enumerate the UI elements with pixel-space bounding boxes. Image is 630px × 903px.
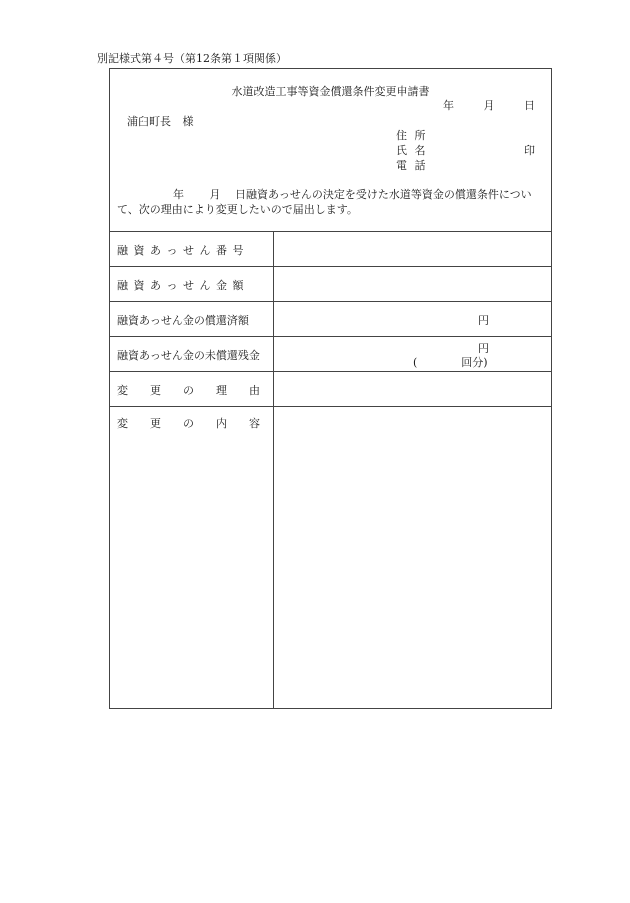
statement-line-1: 年 月 日融資あっせんの決定を受けた水道等資金の償還条件につい (173, 188, 532, 201)
date-line: 年 月 日 (443, 99, 535, 112)
row-loan-number (110, 231, 551, 266)
row-change-reason (110, 371, 551, 406)
phone-label: 電 話 (396, 159, 426, 172)
row-label: 融資あっせん金の未償還残金 (117, 349, 260, 362)
name-label: 氏 名 (396, 144, 426, 157)
row-label: 融 資 あ っ せ ん 番 号 (117, 244, 245, 257)
address-label: 住 所 (396, 129, 426, 142)
column-divider (273, 231, 274, 708)
row-remaining-balance (110, 336, 551, 371)
row-label: 融 資 あ っ せ ん 金 額 (117, 279, 245, 292)
yen-unit: 円 (478, 342, 489, 355)
row-label: 融資あっせん金の償還済額 (117, 314, 249, 327)
row-label: 変 更 の 内 容 (117, 417, 260, 430)
row-loan-amount (110, 266, 551, 301)
statement (110, 187, 551, 217)
form-reference: 別記様式第４号（第12条第１項関係） (97, 52, 287, 65)
installments-field: ( 回分) (413, 356, 488, 369)
row-label: 変 更 の 理 由 (117, 384, 260, 397)
application-form (109, 68, 552, 709)
addressee: 浦臼町長 様 (127, 115, 194, 128)
document-title: 水道改造工事等資金償還条件変更申請書 (231, 85, 430, 98)
row-repaid-amount (110, 301, 551, 336)
row-change-details (110, 406, 551, 708)
statement-line-2: て、次の理由により変更したいので届出します。 (117, 203, 358, 216)
yen-unit: 円 (478, 314, 489, 327)
seal-mark: 印 (524, 144, 535, 157)
